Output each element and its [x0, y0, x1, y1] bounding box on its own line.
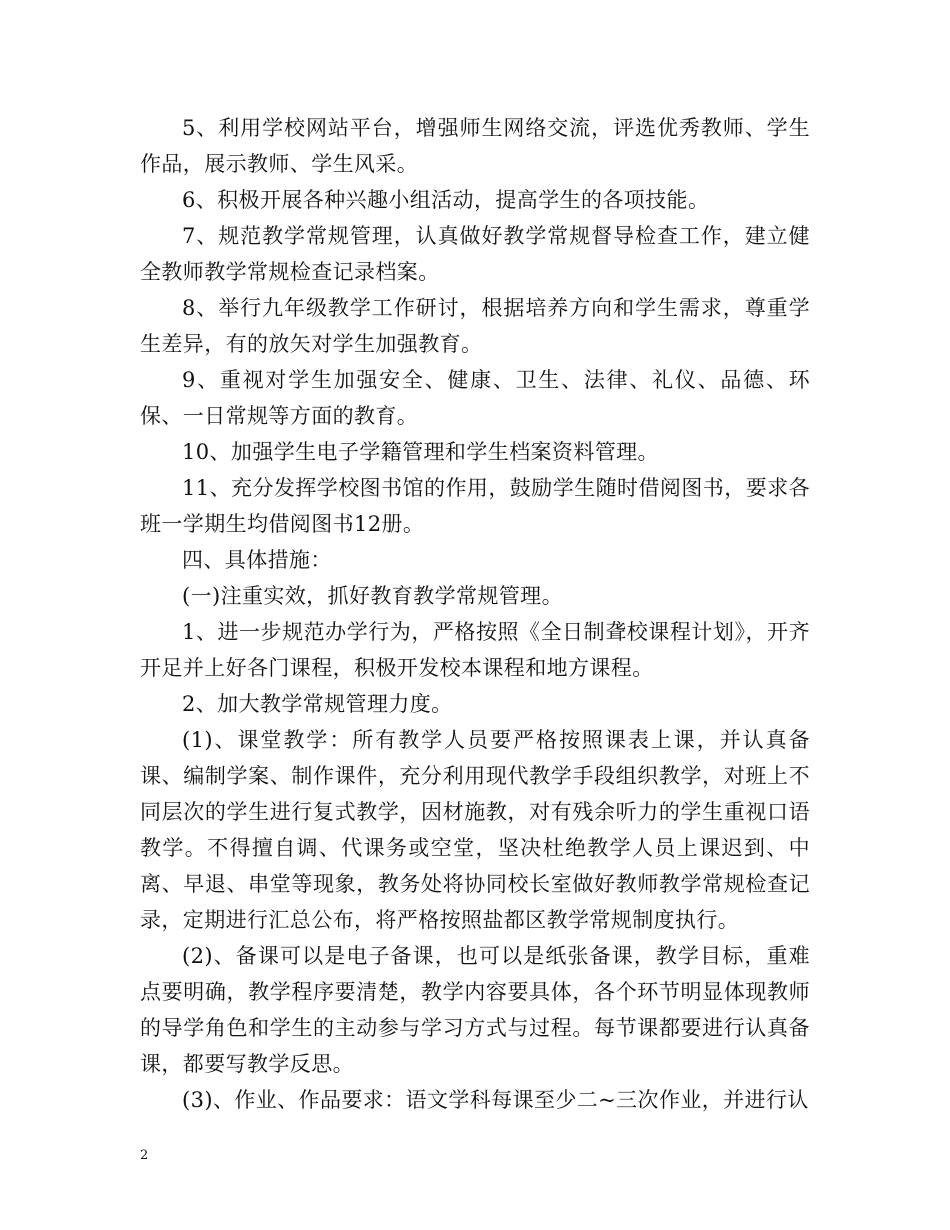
paragraph: (2)、备课可以是电子备课，也可以是纸张备课，教学目标，重难点要明确，教学程序要清楚，教学内容要具体，各个环节明显体现教师的导学角色和学生的主动参与学习方式与过程。每节课都要进行认真备课，都要写教学反思。: [140, 944, 810, 1076]
paragraph: 2、加大教学常规管理力度。: [182, 692, 453, 716]
paragraph: 7、规范教学常规管理，认真做好教学常规督导检查工作，建立健全教师教学常规检查记录档案。: [140, 224, 810, 284]
paragraph: (1)、课堂教学：所有教学人员要严格按照课表上课，并认真备课、编制学案、制作课件，充分利用现代教学手段组织教学，对班上不同层次的学生进行复式教学，因材施教，对有残余听力的学生重视口语教学。不得擅自调、代课务或空堂，坚决杜绝教学人员上课迟到、中离、早退、串堂等现象，教务处将协同校长室做好教师教学常规检查记录，定期进行汇总公布，将严格按照盐都区教学常规制度执行。: [140, 728, 810, 932]
paragraph: 10、加强学生电子学籍管理和学生档案资料管理。: [182, 440, 659, 464]
paragraph: (3)、作业、作品要求：语文学科每课至少二~三次作业，并进行认: [182, 1088, 809, 1112]
paragraph: 8、举行九年级教学工作研讨，根据培养方向和学生需求，尊重学生差异，有的放矢对学生加强教育。: [140, 296, 810, 356]
paragraph: 6、积极开展各种兴趣小组活动，提高学生的各项技能。: [182, 188, 710, 212]
paragraph: 11、充分发挥学校图书馆的作用，鼓励学生随时借阅图书，要求各班一学期生均借阅图书12册。: [140, 476, 810, 536]
subsection-heading: (一)注重实效，抓好教育教学常规管理。: [182, 584, 563, 608]
document-body: [140, 110, 810, 1118]
section-heading: 四、具体措施：: [182, 548, 332, 572]
paragraph: 1、进一步规范办学行为，严格按照《全日制聋校课程计划》，开齐开足并上好各门课程，积极开发校本课程和地方课程。: [140, 620, 810, 680]
paragraph: 5、利用学校网站平台，增强师生网络交流，评选优秀教师、学生作品，展示教师、学生风采。: [140, 116, 810, 176]
paragraph: 9、重视对学生加强安全、健康、卫生、法律、礼仪、品德、环保、一日常规等方面的教育。: [140, 368, 810, 428]
page-number: 2: [140, 1148, 149, 1163]
